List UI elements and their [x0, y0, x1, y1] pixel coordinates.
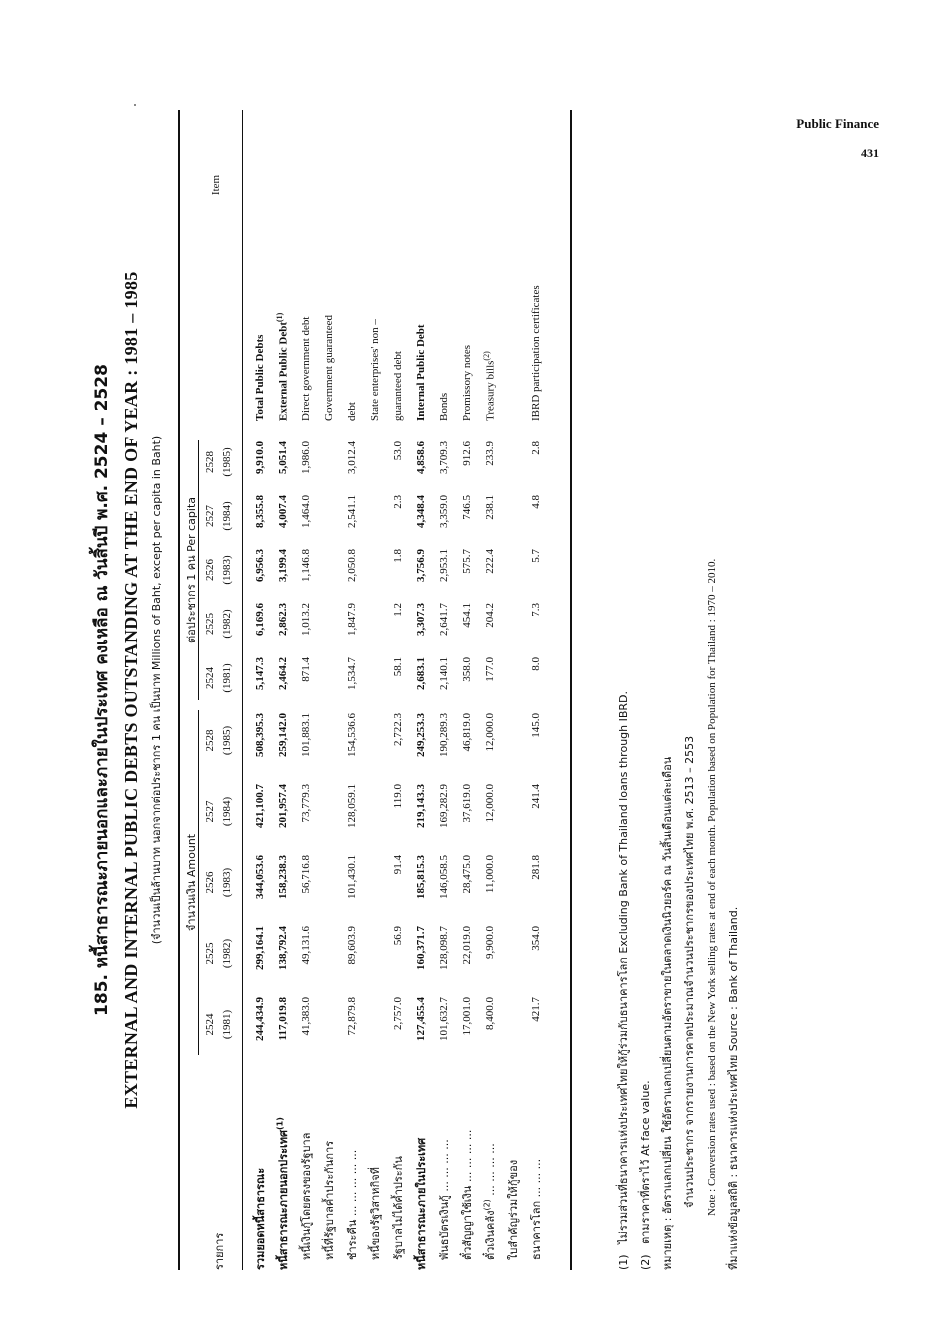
amount-year-be: 2525	[204, 942, 216, 965]
table-row	[432, 110, 455, 1270]
header-rule	[242, 110, 243, 1270]
table-row	[248, 110, 271, 1270]
row-label-english: Government guaranteed	[322, 315, 335, 421]
amount-cell: 12,000.0	[483, 784, 496, 823]
amount-cell	[317, 989, 340, 1060]
row-label-thai: รวมยอดหนี้สาธารณะ	[253, 1167, 267, 1270]
amount-cell: 508,395.3	[253, 713, 266, 757]
per-capita-cell: 2,541.1	[345, 495, 358, 528]
table-row	[294, 110, 317, 1270]
amount-cell: 169,282.9	[437, 784, 450, 828]
per-capita-cell: 4,007.4	[276, 495, 289, 528]
amount-cell: 219,143.3	[414, 784, 427, 828]
amount-cell	[363, 918, 386, 989]
amount-year-ad: (1982)	[221, 938, 233, 969]
per-capita-cell	[363, 651, 386, 705]
per-capita-cell: 575.7	[460, 549, 473, 574]
row-label-thai: รัฐบาลไม่ได้ค้ำประกัน	[391, 1156, 405, 1260]
per-capita-year-be: 2526	[204, 559, 216, 581]
per-capita-cell: 358.0	[460, 657, 473, 682]
table-row	[271, 110, 294, 1270]
row-label-english: Total Public Debts	[253, 334, 266, 421]
per-capita-cell: 1,534.7	[345, 657, 358, 690]
source-line: ที่มาแห่งข้อมูลสถิติ : ธนาคารแห่งประเทศไทย Source : Bank of Thailand.	[727, 906, 740, 1270]
debt-table	[248, 110, 547, 1270]
per-capita-cell: 233.9	[483, 441, 496, 466]
per-capita-year-be: 2524	[204, 667, 216, 689]
amount-cell: 101,883.1	[299, 713, 312, 757]
per-capita-cell	[501, 489, 524, 543]
per-capita-cell: 5,051.4	[276, 441, 289, 474]
amount-cell	[501, 776, 524, 847]
amount-cell: 49,131.6	[299, 926, 312, 965]
amount-cell: 2,722.3	[391, 713, 404, 746]
per-capita-cell: 4,858.6	[414, 441, 427, 474]
amount-cell: 299,164.1	[253, 926, 266, 970]
amount-cell: 101,430.1	[345, 855, 358, 899]
item-header-thai: รายการ	[213, 1232, 226, 1270]
per-capita-cell	[317, 543, 340, 597]
title-block	[88, 90, 165, 1290]
amount-cell: 46,819.0	[460, 713, 473, 752]
row-label-english: Bonds	[437, 392, 450, 421]
amount-cell: 154,536.6	[345, 713, 358, 757]
per-capita-cell: 454.1	[460, 603, 473, 628]
per-capita-cell: 3,756.9	[414, 549, 427, 582]
per-capita-cell	[363, 435, 386, 489]
per-capita-cell: 1,464.0	[299, 495, 312, 528]
row-label-english: Promissory notes	[460, 344, 473, 421]
unit-note: (จำนวนเป็นล้านบาท นอกจากต่อประชากร 1 คน เป็นบาท Millions of Baht, except per capita in Baht)	[150, 435, 163, 945]
per-capita-cell	[501, 651, 524, 705]
note-english: Note : Conversion rates used : based on the New York selling rates at end of each month. Population based on Population for Thailand : 1970 – 2010.	[706, 558, 718, 1216]
amount-header: จำนวนเงิน Amount	[185, 833, 198, 932]
row-label-english: State enterprises' non –	[368, 319, 381, 421]
per-capita-year-ad: (1984)	[221, 501, 233, 531]
per-capita-cell: 5,147.3	[253, 657, 266, 690]
amount-cell: 41,383.0	[299, 997, 312, 1036]
footnote-2: (2) ตามราคาที่ตราไว้ At face value.	[639, 1080, 652, 1270]
amount-cell	[363, 705, 386, 776]
row-label-thai: หนี้ที่รัฐบาลค้ำประกันการ	[322, 1140, 336, 1260]
amount-cell: 145.0	[529, 713, 542, 738]
per-capita-cell: 204.2	[483, 603, 496, 628]
per-capita-cell: 2.8	[529, 441, 542, 455]
amount-header-rule	[198, 710, 199, 1055]
amount-cell: 185,815.3	[414, 855, 427, 899]
amount-cell: 22,019.0	[460, 926, 473, 965]
per-capita-cell: 8,355.8	[253, 495, 266, 528]
row-label-thai: ชำระคืน ... ... ... ... ...	[345, 1149, 359, 1260]
per-capita-cell: 4,348.4	[414, 495, 427, 528]
amount-cell: 12,000.0	[483, 713, 496, 752]
per-capita-year-ad: (1985)	[221, 447, 233, 477]
per-capita-cell: 1,146.8	[299, 549, 312, 582]
row-label-english: Direct government debt	[299, 316, 312, 421]
per-capita-year-ad: (1983)	[221, 555, 233, 585]
per-capita-cell: 2,862.3	[276, 603, 289, 636]
per-capita-cell: 3,709.3	[437, 441, 450, 474]
amount-cell: 344,053.6	[253, 855, 266, 899]
amount-cell: 201,957.4	[276, 784, 289, 828]
per-capita-cell: 238.1	[483, 495, 496, 520]
amount-cell: 28,475.0	[460, 855, 473, 894]
item-header-english: Item	[210, 174, 222, 196]
table-row	[317, 110, 340, 1270]
per-capita-cell: 2,464.2	[276, 657, 289, 690]
per-capita-cell: 3,359.0	[437, 495, 450, 528]
per-capita-cell: 3,307.3	[414, 603, 427, 636]
amount-year-be: 2526	[204, 871, 216, 894]
per-capita-cell: 1.2	[391, 603, 404, 617]
row-label-thai: ตั๋วสัญญาใช้เงิน ... ... ... ...	[460, 1129, 474, 1260]
amount-cell: 421.7	[529, 997, 542, 1022]
row-label-english: External Public Debt$^{(1)}$	[275, 312, 290, 421]
per-capita-cell: 2,140.1	[437, 657, 450, 690]
row-label-thai: ตั๋วเงินคลัง$^{(2)}$ ... ... ... ...	[481, 1143, 497, 1260]
amount-cell: 160,371.7	[414, 926, 427, 970]
amount-cell: 56.9	[391, 926, 404, 946]
per-capita-cell: 2,050.8	[345, 549, 358, 582]
per-capita-cell: 222.4	[483, 549, 496, 574]
per-capita-year-ad: (1982)	[221, 609, 233, 639]
footnotes	[613, 110, 745, 1270]
amount-cell: 241.4	[529, 784, 542, 809]
amount-cell: 117,019.8	[276, 997, 289, 1041]
table-row	[455, 110, 478, 1270]
per-capita-cell	[317, 435, 340, 489]
amount-cell: 101,632.7	[437, 997, 450, 1041]
amount-cell: 8,400.0	[483, 997, 496, 1030]
amount-cell: 128,059.1	[345, 784, 358, 828]
amount-cell: 91.4	[391, 855, 404, 875]
amount-cell: 146,058.5	[437, 855, 450, 899]
row-label-thai: หนี้สาธารณะภายในประเทศ	[414, 1137, 428, 1270]
amount-cell	[317, 705, 340, 776]
per-capita-cell: 2,953.1	[437, 549, 450, 582]
per-capita-cell: 1,986.0	[299, 441, 312, 474]
row-label-thai: หนี้สาธารณะภายนอกประเทศ$^{(1)}$	[274, 1117, 290, 1270]
per-capita-cell: 1,013.2	[299, 603, 312, 636]
per-capita-cell	[317, 651, 340, 705]
amount-cell: 421,100.7	[253, 784, 266, 828]
amount-cell: 244,434.9	[253, 997, 266, 1041]
per-capita-cell: 6,169.6	[253, 603, 266, 636]
per-capita-cell	[501, 435, 524, 489]
per-capita-year-be: 2528	[204, 451, 216, 473]
per-capita-year-be: 2525	[204, 613, 216, 635]
rotated-table-page	[80, 90, 840, 1290]
amount-cell	[363, 989, 386, 1060]
amount-cell: 2,757.0	[391, 997, 404, 1030]
per-capita-year-ad: (1981)	[221, 663, 233, 693]
row-label-english: Treasury bills$^{(2)}$	[482, 351, 497, 421]
top-rule	[178, 110, 180, 1270]
bottom-rule	[570, 110, 572, 1270]
per-capita-cell: 746.5	[460, 495, 473, 520]
row-label-english: guaranteed debt	[391, 351, 404, 421]
per-capita-cell	[317, 597, 340, 651]
row-label-thai: หนี้ของรัฐวิสาหกิจที่	[368, 1167, 382, 1260]
amount-year-ad: (1984)	[221, 796, 233, 827]
amount-cell: 37,619.0	[460, 784, 473, 823]
amount-cell: 72,879.8	[345, 997, 358, 1036]
per-capita-cell	[501, 597, 524, 651]
per-capita-cell	[363, 489, 386, 543]
amount-year-ad: (1983)	[221, 867, 233, 898]
table-row	[524, 110, 547, 1270]
per-capita-cell: 3,012.4	[345, 441, 358, 474]
per-capita-cell: 871.4	[299, 657, 312, 682]
table-row	[501, 110, 524, 1270]
row-label-thai: พันธบัตรเงินกู้ ... ... ... ...	[437, 1139, 451, 1260]
per-capita-cell	[363, 543, 386, 597]
table-row	[409, 110, 432, 1270]
row-label-thai: ใบสำคัญร่วมให้กู้ของ	[506, 1159, 520, 1260]
per-capita-cell: 912.6	[460, 441, 473, 466]
table-row	[340, 110, 363, 1270]
amount-cell	[317, 847, 340, 918]
amount-cell	[317, 918, 340, 989]
amount-cell: 190,289.3	[437, 713, 450, 757]
page-number: 431	[861, 146, 879, 160]
amount-cell	[501, 705, 524, 776]
amount-cell: 11,000.0	[483, 855, 496, 894]
per-capita-cell	[501, 543, 524, 597]
per-capita-cell: 7.3	[529, 603, 542, 617]
amount-cell: 259,142.0	[276, 713, 289, 757]
amount-year-be: 2528	[204, 729, 216, 752]
amount-cell	[317, 776, 340, 847]
table-title-english: EXTERNAL AND INTERNAL PUBLIC DEBTS OUTSTANDING AT THE END OF YEAR : 1981 – 1985	[121, 271, 141, 1109]
amount-cell	[363, 776, 386, 847]
amount-cell	[501, 989, 524, 1060]
per-capita-cell: 8.0	[529, 657, 542, 671]
amount-cell: 127,455.4	[414, 997, 427, 1041]
table-row	[478, 110, 501, 1270]
per-capita-cell: 2.3	[391, 495, 404, 509]
amount-cell: 354.0	[529, 926, 542, 951]
amount-cell: 281.8	[529, 855, 542, 880]
per-capita-cell: 1.8	[391, 549, 404, 563]
row-label-thai: หนี้เงินกู้โดยตรงของรัฐบาล	[299, 1132, 313, 1260]
amount-cell: 73,779.3	[299, 784, 312, 823]
per-capita-cell: 6,956.3	[253, 549, 266, 582]
row-label-thai: ธนาคารโลก ... ... ...	[529, 1158, 543, 1260]
row-label-english: IBRD participation certificates	[529, 285, 542, 421]
row-label-english	[501, 110, 524, 435]
remark-population: จำนวนประชากร จากรายงานการคาดประมาณจำนวนประชากรของประเทศไทย พ.ศ. 2513 – 2553	[683, 735, 696, 1208]
per-capita-cell: 2,641.7	[437, 603, 450, 636]
amount-cell: 9,900.0	[483, 926, 496, 959]
per-capita-cell: 4.8	[529, 495, 542, 509]
table-row	[386, 110, 409, 1270]
per-capita-cell: 58.1	[391, 657, 404, 677]
per-capita-cell: 2,683.1	[414, 657, 427, 690]
per-capita-cell	[363, 597, 386, 651]
per-capita-cell: 9,910.0	[253, 441, 266, 474]
amount-cell: 89,603.9	[345, 926, 358, 965]
per-capita-cell: 5.7	[529, 549, 542, 563]
amount-year-ad: (1981)	[221, 1009, 233, 1040]
section-title: Public Finance	[796, 116, 879, 131]
amount-year-be: 2524	[204, 1013, 216, 1036]
table-title-thai: 185. หนี้สาธารณะภายนอกและภายในประเทศ คงเหลือ ณ วันสิ้นปี พ.ศ. 2524 – 2528	[92, 364, 112, 1016]
per-capita-cell: 53.0	[391, 441, 404, 461]
per-capita-header: ต่อประชากร 1 คน Per capita	[185, 496, 198, 644]
remark-exchange: หมายเหตุ : อัตราแลกเปลี่ยน ใช้อัตราแลกเปลี่ยนตามอัตราขายในตลาดเงินนิวยอร์ค ณ วันสิ้นเดือนแต่ละเดือน	[661, 756, 674, 1270]
amount-year-be: 2527	[204, 800, 216, 823]
amount-cell	[501, 847, 524, 918]
amount-cell	[363, 847, 386, 918]
footnote-1: (1) ไม่รวมส่วนที่ธนาคารแห่งประเทศไทยให้กู้ร่วมกับธนาคารโลก Excluding Bank of Thailand loans through IBRD.	[617, 690, 630, 1270]
amount-cell: 128,098.7	[437, 926, 450, 970]
amount-cell: 138,792.4	[276, 926, 289, 970]
amount-cell: 17,001.0	[460, 997, 473, 1036]
amount-cell: 119.0	[391, 784, 404, 809]
table-row	[363, 110, 386, 1270]
amount-cell	[501, 918, 524, 989]
amount-cell: 56,716.8	[299, 855, 312, 894]
row-label-english: Internal Public Debt	[414, 324, 427, 421]
per-capita-cell: 177.0	[483, 657, 496, 682]
row-label-english: debt	[345, 402, 358, 421]
per-capita-year-be: 2527	[204, 505, 216, 527]
amount-year-ad: (1985)	[221, 725, 233, 756]
per-capita-cell: 1,847.9	[345, 603, 358, 636]
per-capita-header-rule	[198, 440, 199, 700]
per-capita-cell	[317, 489, 340, 543]
per-capita-cell: 3,199.4	[276, 549, 289, 582]
amount-cell: 158,238.3	[276, 855, 289, 899]
amount-cell: 249,253.3	[414, 713, 427, 757]
